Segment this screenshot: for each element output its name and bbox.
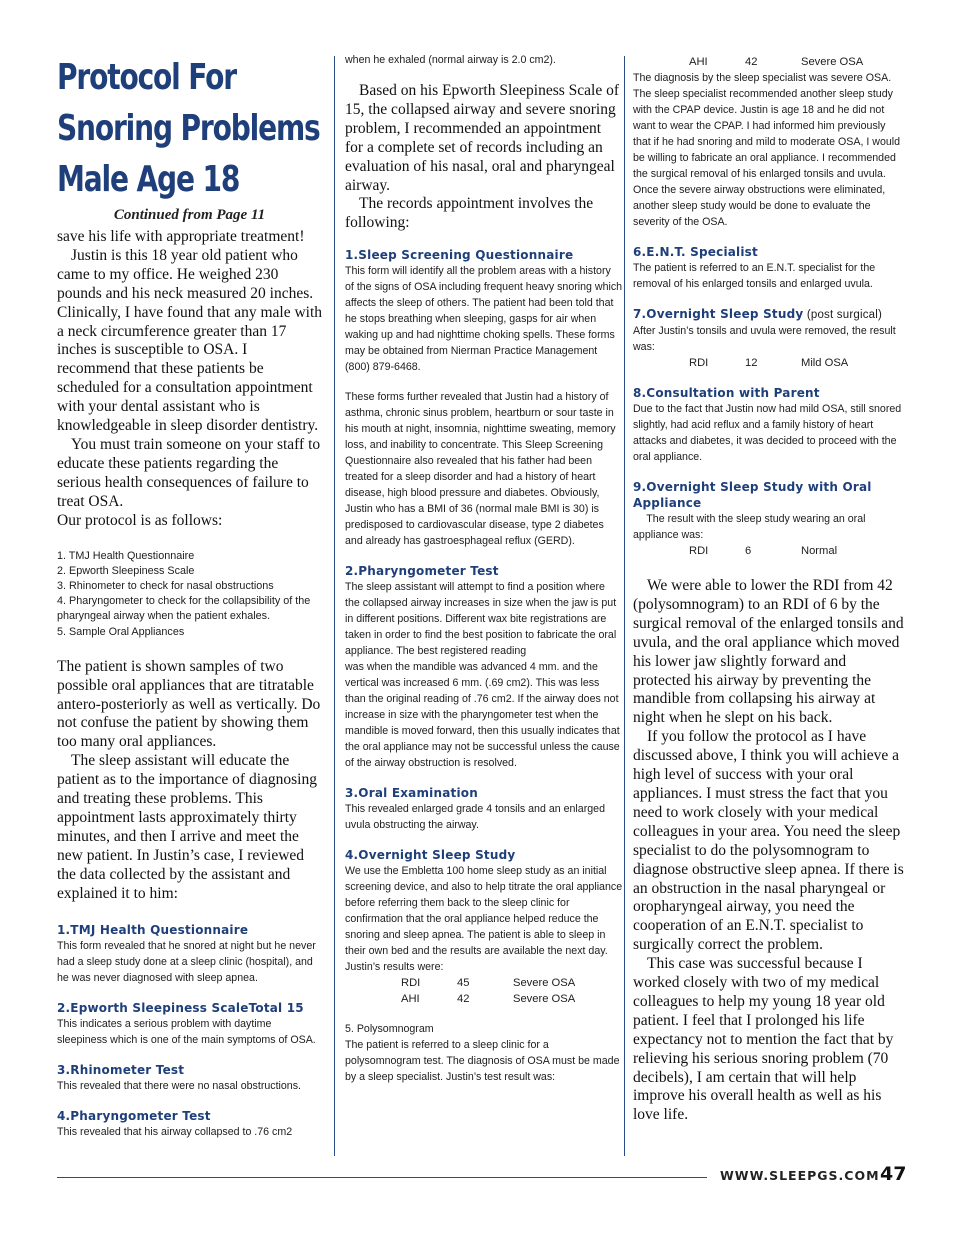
section-heading: 4.Pharyngometer Test	[57, 1108, 211, 1123]
section-heading	[633, 306, 905, 323]
section-heading: 9.Overnight Sleep Study with Oral Appliance	[633, 480, 872, 510]
list-item: 4. Pharyngometer to check for the collapsibility of the pharyngeal airway when the patient exhales.	[57, 595, 311, 623]
section-text: Due to the fact that Justin now had mild OSA, still snored slightly, had acid reflux and a family history of heart attacks and diabetes, it was decided to proceed with the oral appliance.	[633, 403, 902, 463]
section-text: This form revealed that he snored at night but he never had a sleep study done at a sleep clinic (hospital), and he was never diagnosed with sleep apnea.	[57, 939, 316, 984]
paragraph: Based on his Epworth Sleepiness Scale of 15, the collapsed airway and severe snoring problem, I recommended an appointment for a complete set of records including an evaluation of his nasal, oral and pharyngeal airway.	[345, 82, 620, 194]
result-metric: AHI	[689, 56, 708, 68]
result-label: Severe OSA	[513, 977, 576, 990]
result-metric: RDI	[401, 977, 421, 990]
section-heading: 1.Sleep Screening Questionnaire	[345, 248, 574, 263]
paragraph: save his life with appropriate treatment!	[57, 228, 305, 245]
section-heading: 4.Overnight Sleep Study	[345, 848, 516, 863]
continued-note: Continued from Page 11	[113, 207, 266, 223]
column-1	[57, 52, 322, 1140]
section-text: These forms further revealed that Justin had a history of asthma, chronic sinus problem, heartburn or sour taste in his mouth at night, insomnia, nighttime sweating, memory loss, and inability to concentrate. This Sleep Screening Questionnaire also revealed that his father had been treated for a sleep disorder and had a history of heart disease, high blood pressure and diabetes. Obviously, Justin who has a BMI of 36 (normal male BMI is 30) is predisposed to cardiovascular disease, type 2 diabetes and already has gastroesphageal reflux (GERD).	[345, 391, 616, 548]
title-line: Male Age 18	[57, 159, 240, 200]
paragraph: Justin is this 18 year old patient who came to my office. He weighed 230 pounds and his neck measured 20 inches. Clinically, I have found that any male with a neck circumference greater than 17 inches is susceptible to OSA. I recommend that these patients be scheduled for a consultation appointment with your dental assistant who is knowledgeable in sleep disorder dentistry.	[57, 246, 323, 435]
list-item: 3. Rhinometer to check for nasal obstructions	[57, 579, 274, 592]
result-label: Mild OSA	[801, 357, 849, 369]
paragraph: This case was successful because I worked closely with two of my medical colleagues to help my young 18 year old patient. I feel that I prolonged his life expectancy not to mention the fact that by relieving his serious snoring problem (70 decibels), I am certain that will help improve his overall health as well as his love life.	[633, 955, 894, 1124]
section-heading: 8.Consultation with Parent	[633, 386, 820, 400]
section-text: This form will identify all the problem areas with a history of the signs of OSA including frequent heavy snoring which affects the sleep of others. The patient had been told that he stops breathing when sleeping, gasps for air when waking up and had nighttime choking spells. These forms may be obtained from Nierman Practice Management (800) 879-6468.	[345, 265, 623, 374]
result-label: Severe OSA	[513, 993, 576, 1006]
list-item: 1. TMJ Health Questionnaire	[57, 549, 195, 562]
result-value: 12	[745, 357, 758, 369]
section-heading: 2.Pharyngometer Test	[345, 564, 499, 579]
section-heading: 3.Rhinometer Test	[57, 1062, 185, 1077]
section-heading: 1.TMJ Health Questionnaire	[57, 922, 249, 937]
result-metric: RDI	[689, 357, 709, 369]
section-text: This indicates a serious problem with daytime sleepiness which is one of the main symptoms of OSA.	[57, 1017, 316, 1046]
result-row	[633, 54, 905, 70]
section-heading: 3.Oral Examination	[345, 786, 478, 801]
section-text: The sleep assistant will attempt to find a position where the collapsed airway increases in size when the jaw is put in different positions. Different wax bite registrations are taken in order to find the best position to fabricate the oral appliance. The best registered reading	[345, 581, 617, 658]
result-row	[345, 991, 623, 1007]
paragraph: You must train someone on your staff to educate these patients regarding the serious health consequences of failure to treat OSA.	[57, 435, 321, 510]
result-row	[633, 355, 905, 371]
protocol-list	[57, 549, 322, 640]
column-3	[633, 54, 905, 1125]
paragraph: If you follow the protocol as I have discussed above, I think you will achieve a high level of success with your oral appliances. I must stress the fact that you need to work closely with your medical colleagues in your area. You need the sleep specialist to do the polysomnogram to diagnose obstructive sleep apnea. If there is an obstruction in the nasal pharyngeal or oropharyngeal airway, you need the cooperation of an E.N.T. specialist to surgically correct the problem.	[633, 728, 904, 954]
paragraph: The patient is shown samples of two possible oral appliances that are titratable antero-posteriorly as well as vertically. Do not confuse the patient by showing them too many oral appliances.	[57, 657, 321, 751]
paragraph: The records appointment involves the following:	[345, 195, 594, 232]
result-value: 45	[457, 977, 470, 990]
result-label: Severe OSA	[801, 56, 864, 68]
section-text: The result with the sleep study wearing an oral appliance was:	[633, 513, 866, 541]
result-row	[633, 543, 905, 559]
heading-main: 7.Overnight Sleep Study	[633, 307, 804, 321]
section-heading-plain: 5. Polysomnogram	[345, 1023, 434, 1036]
result-row	[345, 975, 623, 991]
column-2	[345, 52, 623, 1085]
section-text: when he exhaled (normal airway is 2.0 cm2).	[345, 54, 556, 66]
result-metric: AHI	[401, 993, 420, 1006]
section-text: The patient is referred to an E.N.T. specialist for the removal of his enlarged tonsils and enlarged uvula.	[633, 262, 876, 290]
page-number: 47	[880, 1163, 907, 1185]
heading-suffix: (post surgical)	[803, 309, 883, 321]
section-text: This revealed that his airway collapsed to .76 cm2	[57, 1125, 293, 1138]
section-heading: 2.Epworth Sleepiness ScaleTotal 15	[57, 1000, 304, 1015]
footer-rule	[57, 1177, 707, 1178]
result-value: 6	[745, 545, 752, 557]
title-line: Protocol For	[57, 57, 236, 98]
list-item: 2. Epworth Sleepiness Scale	[57, 564, 195, 577]
result-metric: RDI	[689, 545, 709, 557]
article-title	[57, 52, 322, 205]
section-text: After Justin’s tonsils and uvula were removed, the result was:	[633, 325, 896, 353]
title-line: Snoring Problems	[57, 108, 320, 149]
paragraph: We were able to lower the RDI from 42 (polysomnogram) to an RDI of 6 by the surgical removal of the enlarged tonsils and uvula, and the oral appliance which moved his lower jaw slightly forward and protected his airway by preventing the mandible from collapsing his airway at night when he slept on his back.	[633, 577, 904, 727]
section-heading: 6.E.N.T. Specialist	[633, 245, 758, 259]
column-divider	[334, 56, 335, 1156]
result-label: Normal	[801, 545, 838, 557]
section-text: The diagnosis by the sleep specialist was severe OSA. The sleep specialist recommended another sleep study with the CPAP device. Justin is age 18 and he did not want to wear the CPAP. I had informed him previously that if he had snoring and mild to moderate OSA, I would be willing to fabricate an oral appliance. I recommended the surgical removal of his enlarged tonsils and uvula. Once the severe airway obstructions were eliminated, another sleep study would be done to evaluate the severity of the OSA.	[633, 72, 901, 228]
footer-website: WWW.SLEEPGS.COM	[720, 1168, 880, 1183]
section-text: was when the mandible was advanced 4 mm. and the vertical was increased 6 mm. (.69 cm2). This was less than the original reading of .76 cm2. If the airway does not increase in size with the pharyngometer test when the mandible is moved forward, then this usually indicates that the oral appliance may not be successful unless the cause of the airway obstruction is resolved.	[345, 661, 620, 770]
paragraph: Our protocol is as follows:	[57, 511, 223, 529]
result-value: 42	[745, 56, 758, 68]
result-value: 42	[457, 993, 470, 1006]
column-divider	[624, 56, 625, 1156]
section-text: The patient is referred to a sleep clinic for a polysomnogram test. The diagnosis of OSA must be made by a sleep specialist. Justin’s test result was:	[345, 1039, 620, 1084]
section-text: We use the Embletta 100 home sleep study as an initial screening device, and also to help titrate the oral appliance before referring them back to the sleep clinic for confirmation that the oral appliance helped reduce the snoring and sleep apnea. The patient is able to sleep in their own bed and the results are available the next day. Justin’s results were:	[345, 865, 623, 974]
section-text: This revealed that there were no nasal obstructions.	[57, 1079, 302, 1092]
paragraph: The sleep assistant will educate the patient as to the importance of diagnosing and treating these problems. This appointment lasts approximately thirty minutes, and then I arrive and meet the new patient. In Justin’s case, I reviewed the data collected by the assistant and explained it to him:	[57, 752, 317, 902]
list-item: 5. Sample Oral Appliances	[57, 625, 185, 638]
section-text: This revealed enlarged grade 4 tonsils and an enlarged uvula obstructing the airway.	[345, 803, 605, 832]
